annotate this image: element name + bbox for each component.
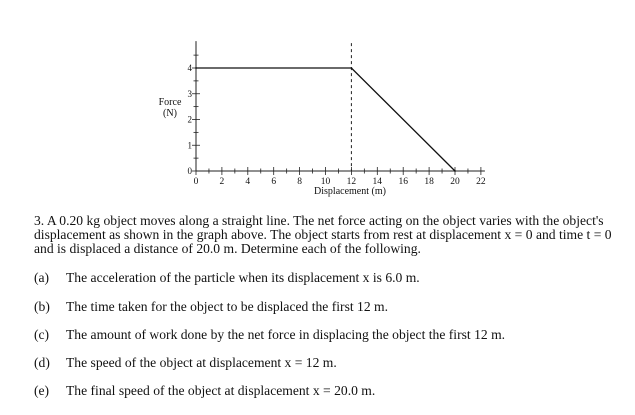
x-axis-label-text: Displacement (m) — [314, 186, 386, 197]
x-axis-label — [290, 186, 410, 197]
problem-part-e — [34, 383, 375, 399]
part-text: The amount of work done by the net force in displacing the object the first 12 m. — [66, 327, 506, 342]
y-axis-label-text: Force (N) — [158, 97, 182, 119]
y-tick-label: 2 — [187, 114, 192, 125]
part-label: (b) — [34, 299, 50, 314]
x-tick-label: 4 — [245, 177, 251, 187]
part-text: The final speed of the object at displacement x = 20.0 m. — [66, 383, 376, 398]
x-tick-label: 20 — [450, 177, 460, 187]
x-tick-label: 14 — [372, 177, 383, 187]
problem-part-b — [34, 299, 388, 315]
y-tick-label: 4 — [187, 63, 192, 73]
part-label: (a) — [34, 270, 50, 285]
y-tick-label: 0 — [187, 166, 192, 176]
problem-part-c — [34, 327, 505, 343]
x-tick-label: 22 — [476, 177, 486, 187]
problem-part-d — [34, 355, 337, 371]
y-tick-label: 3 — [187, 88, 192, 99]
y-tick-label: 1 — [187, 140, 192, 151]
x-tick-label: 8 — [297, 177, 302, 187]
part-label: (d) — [34, 355, 50, 370]
x-tick-label: 10 — [320, 177, 331, 187]
x-tick-label: 0 — [193, 177, 199, 187]
force-displacement-graph — [150, 40, 495, 210]
x-tick-label: 12 — [346, 177, 357, 187]
data-point — [195, 67, 197, 69]
x-tick-label: 16 — [398, 177, 408, 187]
data-point — [454, 170, 456, 172]
part-label: (c) — [34, 327, 50, 342]
problem-part-a — [34, 270, 420, 286]
part-text: The speed of the object at displacement x = 12 m. — [66, 355, 337, 370]
x-tick-label: 2 — [219, 177, 225, 187]
x-tick-label: 6 — [271, 177, 277, 187]
part-label: (e) — [34, 383, 50, 398]
part-text: The acceleration of the particle when its displacement x is 6.0 m. — [66, 270, 420, 285]
x-tick-label: 18 — [424, 177, 434, 187]
data-point — [351, 67, 353, 69]
problem-statement: 3. A 0.20 kg object moves along a straight line. The net force acting on the object varies with the object's displacement as shown in the graph above. The object starts from rest at displacement x = 0 and time t = 0 and is displaced a distance of 20.0 m. Determine each of the following. — [34, 213, 612, 256]
force-series-line — [196, 68, 455, 171]
part-text: The time taken for the object to be displaced the first 12 m. — [66, 299, 388, 314]
